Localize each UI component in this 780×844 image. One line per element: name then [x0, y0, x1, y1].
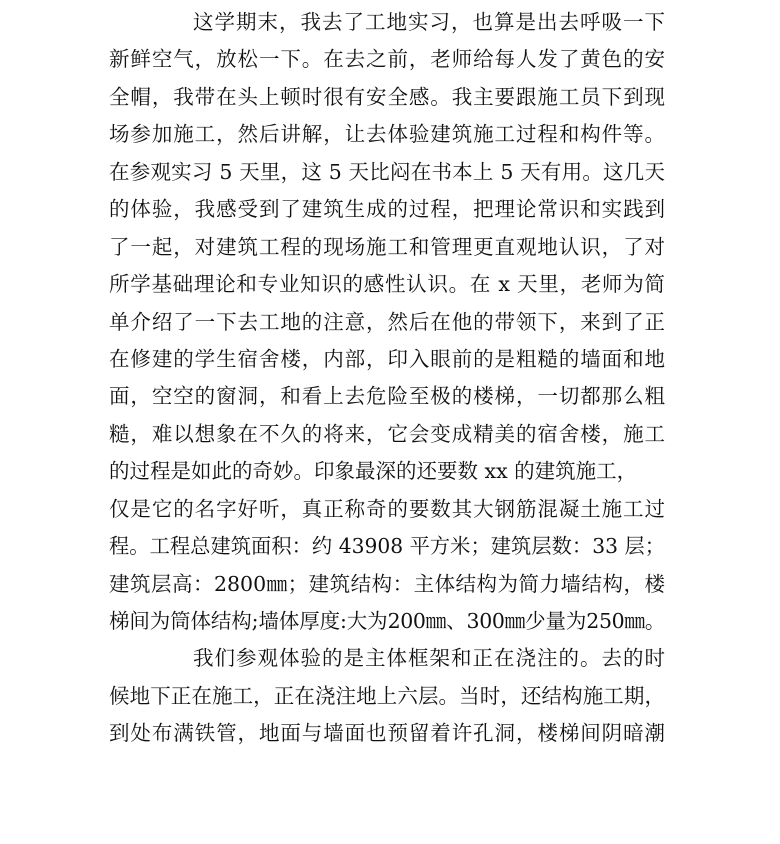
- text-line: 糙，难以想象在不久的将来，它会变成精美的宿舍楼，施工: [109, 421, 665, 446]
- text-line: 仅是它的名字好听，真正称奇的要数其大钢筋混凝土施工过: [109, 496, 665, 521]
- text-line: 程。工程总建筑面积：约 43908 平方米；建筑层数：33 层；: [109, 534, 665, 559]
- text-line: 新鲜空气，放松一下。在去之前，老师给每人发了黄色的安: [109, 47, 665, 72]
- text-line: 到处布满铁管，地面与墙面也预留着许孔洞，楼梯间阴暗潮: [109, 721, 665, 746]
- paragraph-1: [109, 4, 665, 640]
- text-line: 建筑层高：2800㎜；建筑结构：主体结构为简力墙结构，楼: [109, 571, 665, 596]
- document-body: [109, 4, 665, 753]
- text-line: 单介绍了一下去工地的注意，然后在他的带领下，来到了正: [109, 309, 665, 334]
- text-line: 的体验，我感受到了建筑生成的过程，把理论常识和实践到: [109, 197, 665, 222]
- text-line: 梯间为筒体结构;墙体厚度:大为200㎜、300㎜少量为250㎜。: [109, 609, 665, 633]
- text-line: 的过程是如此的奇妙。印象最深的还要数 xx 的建筑施工，: [109, 459, 638, 484]
- text-line: 了一起，对建筑工程的现场施工和管理更直观地认识，了对: [109, 234, 665, 259]
- text-line: 在参观实习 5 天里，这 5 天比闷在书本上 5 天有用。这几天: [109, 159, 665, 184]
- text-line: 场参加施工，然后讲解，让去体验建筑施工过程和构件等。: [109, 122, 665, 147]
- text-line: 这学期末，我去了工地实习，也算是出去呼吸一下: [193, 10, 665, 34]
- paragraph-2: [109, 640, 665, 752]
- text-line: 在修建的学生宿舍楼，内部，印入眼前的是粗糙的墙面和地: [109, 346, 665, 371]
- text-line: 我们参观体验的是主体框架和正在浇注的。去的时: [193, 646, 665, 671]
- text-line: 所学基础理论和专业知识的感性认识。在 x 天里，老师为简: [109, 272, 665, 297]
- text-line: 面，空空的窗洞，和看上去危险至极的楼梯，一切都那么粗: [109, 384, 665, 409]
- text-line: 候地下正在施工，正在浇注地上六层。当时，还结构施工期，: [109, 683, 665, 708]
- text-line: 全帽，我带在头上顿时很有安全感。我主要跟施工员下到现: [109, 84, 665, 109]
